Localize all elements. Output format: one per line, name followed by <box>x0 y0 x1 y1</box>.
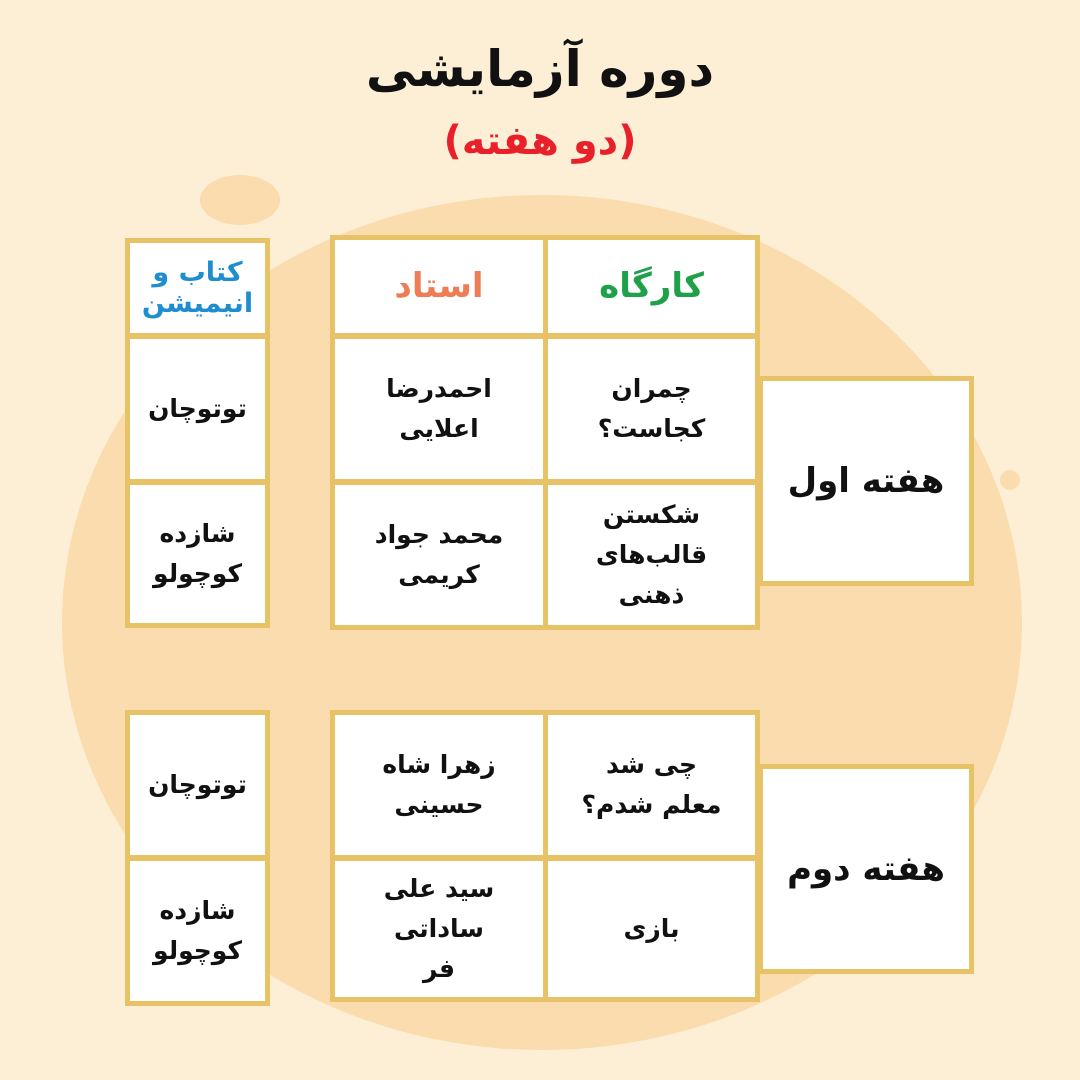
background-dot <box>295 350 323 384</box>
week1-label: هفته اول <box>758 376 974 586</box>
background-dot <box>930 625 966 683</box>
week1-row1-teacher: احمدرضا اعلایی <box>330 334 548 484</box>
week1-row1-workshop: چمران کجاست؟ <box>543 334 760 484</box>
week2-row2-book: شازده کوچولو <box>125 856 270 1006</box>
page-subtitle: (دو هفته) <box>443 118 637 164</box>
week1-row2-book: شازده کوچولو <box>125 480 270 628</box>
background-dot <box>1000 470 1020 490</box>
week2-row1-book: توتوچان <box>125 710 270 860</box>
book-header: کتاب و انیمیشن <box>125 238 270 338</box>
week2-row1-teacher: زهرا شاه حسینی <box>330 710 548 860</box>
week1-row2-teacher: محمد جواد کریمی <box>330 480 548 630</box>
week2-row2-teacher: سید علی ساداتی فر <box>330 856 548 1002</box>
background-dot <box>765 695 795 725</box>
week1-row2-workshop: شکستن قالب‌های ذهنی <box>543 480 760 630</box>
background-dot <box>275 628 303 656</box>
week2-label: هفته دوم <box>758 764 974 974</box>
page-title: دوره آزمایشی <box>365 40 715 98</box>
background-dot <box>290 910 320 940</box>
week2-row1-workshop: چی شد معلم شدم؟ <box>543 710 760 860</box>
workshop-header: کارگاه <box>543 235 760 338</box>
week2-row2-workshop: بازی <box>543 856 760 1002</box>
week1-row1-book: توتوچان <box>125 334 270 484</box>
teacher-header: استاد <box>330 235 548 338</box>
background-blob-small <box>200 175 280 225</box>
